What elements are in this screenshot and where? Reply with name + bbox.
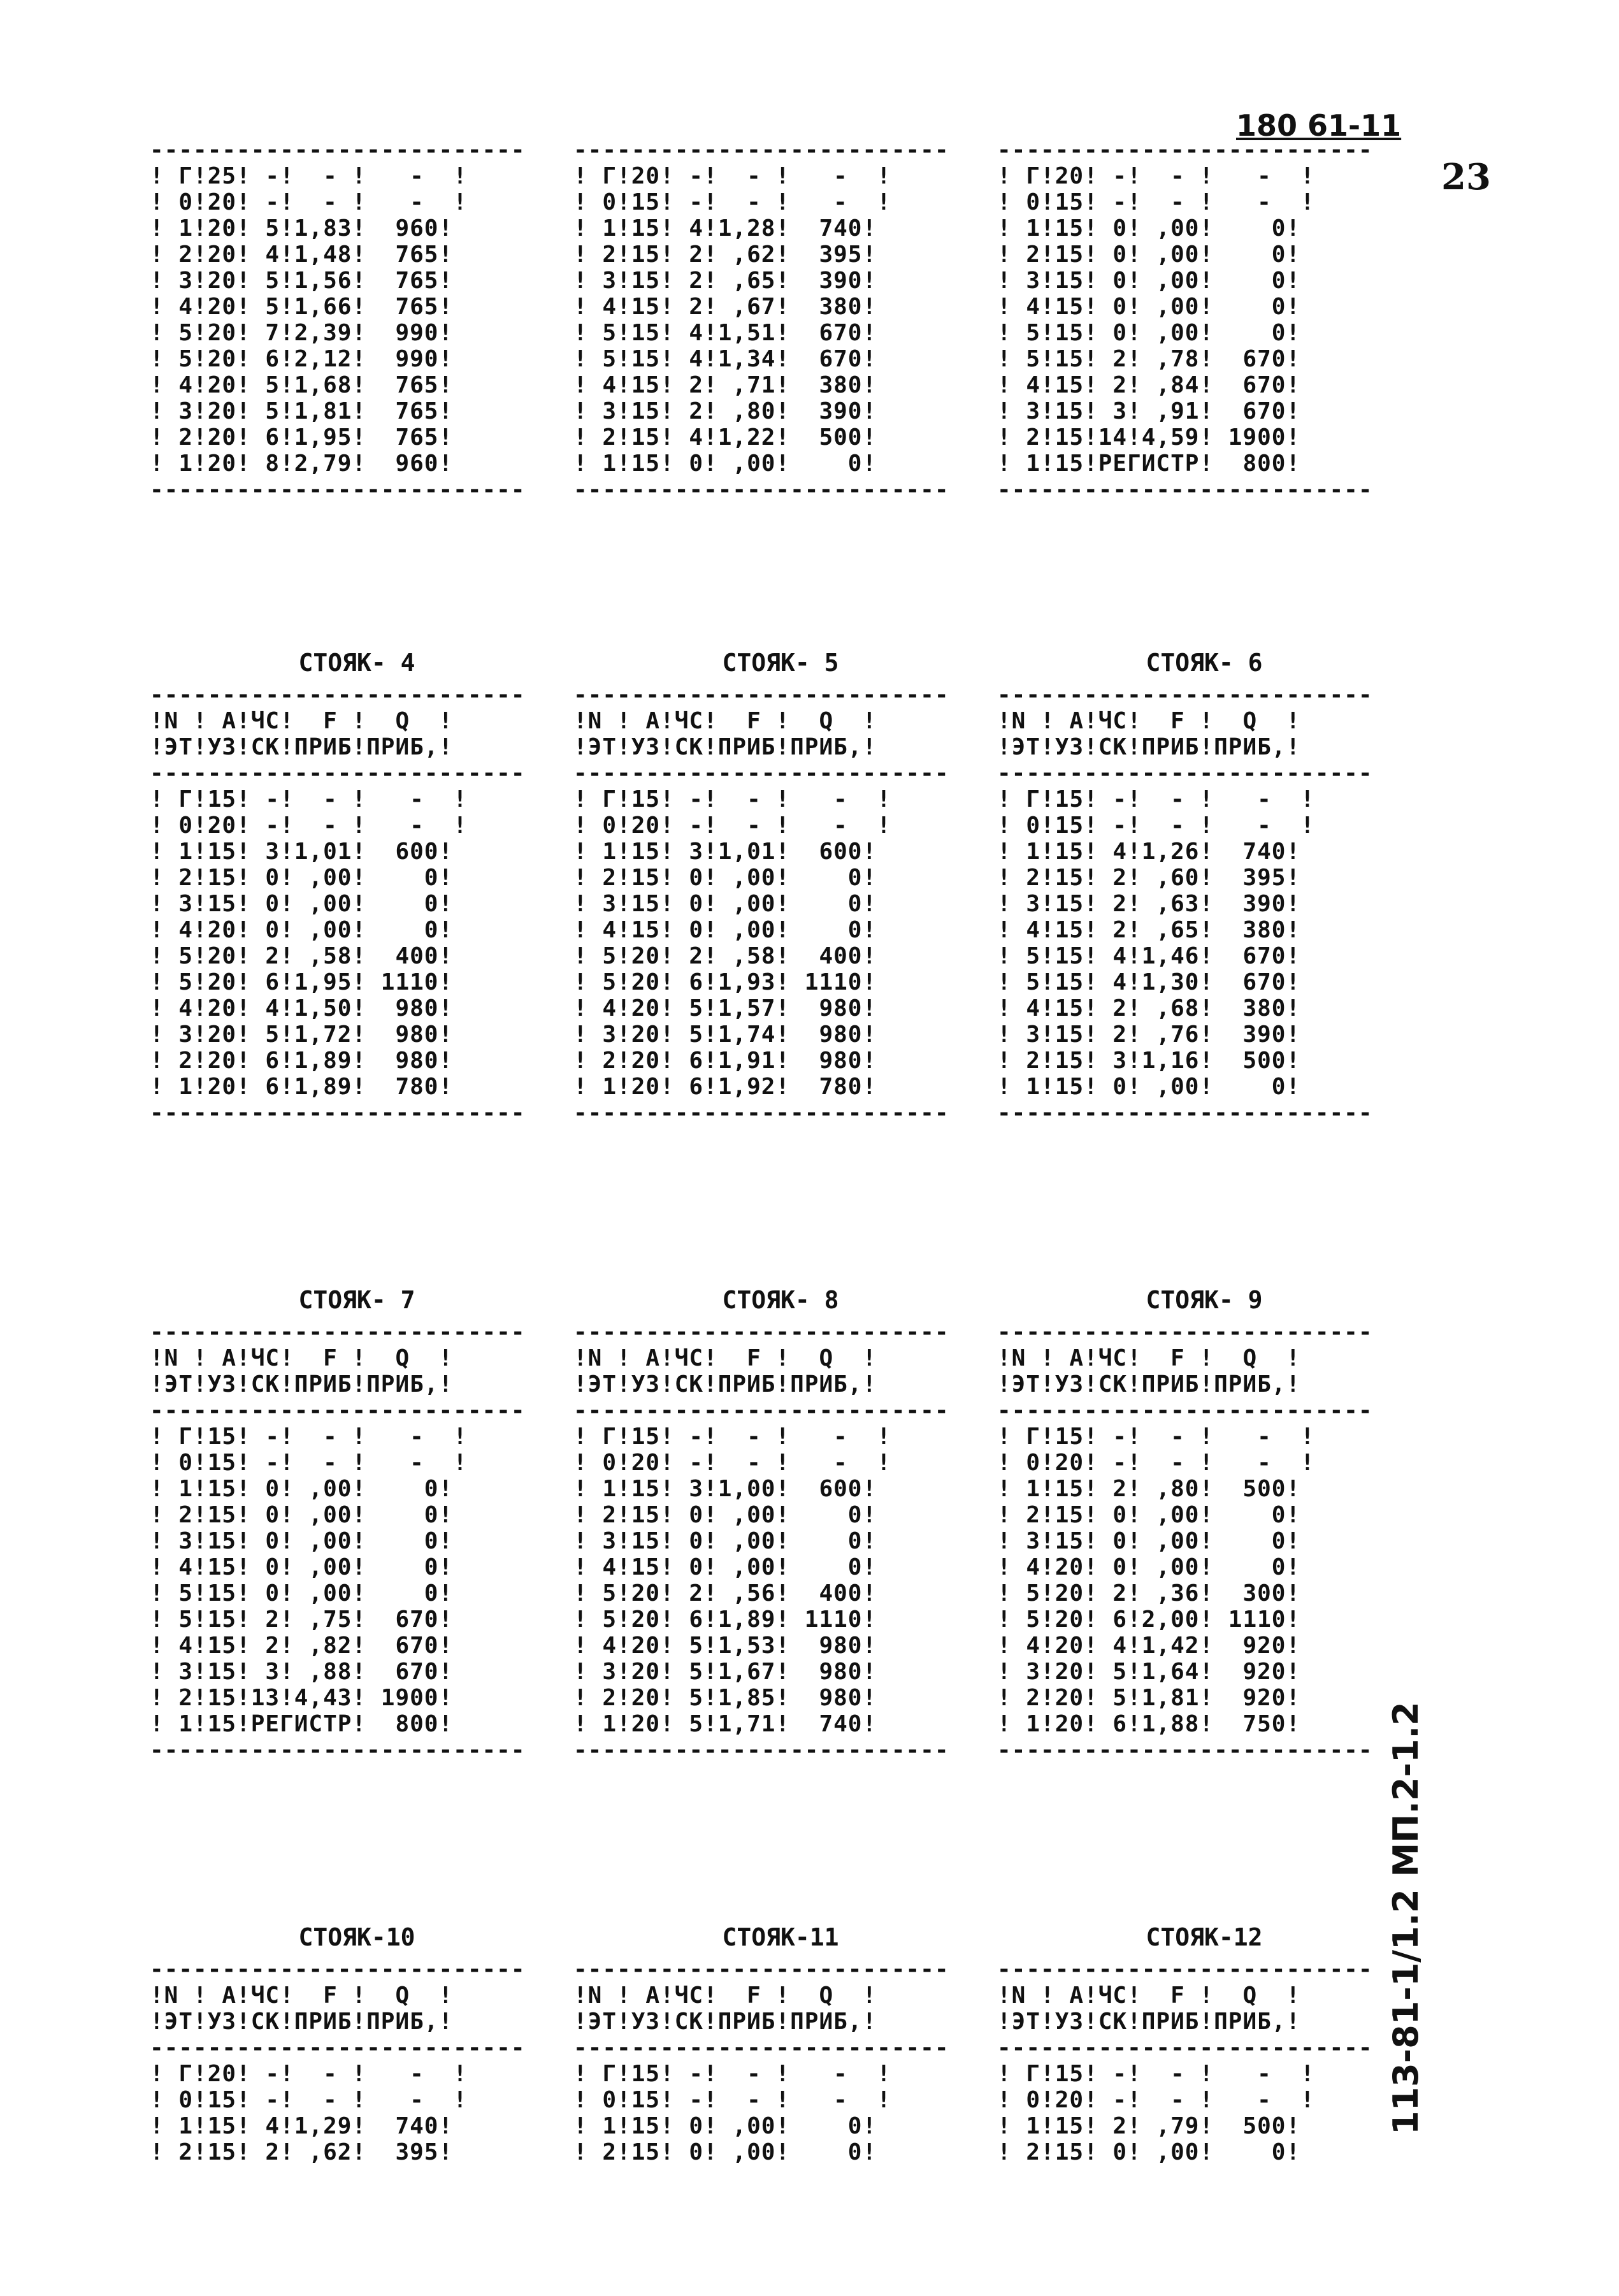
- table-rows: [150, 163, 564, 477]
- rule: --------------------------: [997, 1397, 1373, 1424]
- riser-title: СТОЯК- 6: [1146, 649, 1263, 677]
- rule: --------------------------: [150, 1100, 526, 1126]
- table-row: ! 4!20! 0! ,00! 0!: [997, 1554, 1301, 1580]
- table-rows: [997, 163, 1411, 477]
- rule: --------------------------: [150, 477, 526, 503]
- column-header-1: !N ! А!ЧС! F ! Q !: [150, 1345, 454, 1371]
- table-row: ! 4!20! 0! ,00! 0!: [150, 917, 454, 943]
- table-row: ! 2!15! 2! ,60! 395!: [997, 865, 1301, 891]
- rule: --------------------------: [573, 1100, 949, 1126]
- table-row: ! 4!20! 5!1,53! 980!: [573, 1633, 877, 1659]
- column-header-2: !ЭТ!УЗ!СК!ПРИБ!ПРИБ,!: [573, 2009, 877, 2035]
- table-row: ! 2!15! 2! ,62! 395!: [573, 242, 877, 268]
- column-header-1: !N ! А!ЧС! F ! Q !: [573, 1345, 877, 1371]
- table-row: ! 3!15! 0! ,00! 0!: [997, 1528, 1301, 1554]
- table-row: ! 5!15! 4!1,30! 670!: [997, 969, 1301, 995]
- column-header-2: !ЭТ!УЗ!СК!ПРИБ!ПРИБ,!: [997, 734, 1301, 760]
- rule: --------------------------: [150, 760, 526, 786]
- table-row: ! 0!15! -! - ! - !: [150, 2087, 468, 2113]
- table-row: ! 2!15! 2! ,62! 395!: [150, 2139, 454, 2165]
- table-row: ! 4!15! 2! ,84! 670!: [997, 372, 1301, 398]
- table-row: ! 1!15! 3!1,00! 600!: [573, 1476, 877, 1502]
- table-row: ! 1!15! 0! ,00! 0!: [150, 1476, 454, 1502]
- table-row: ! 5!20! 2! ,56! 400!: [573, 1580, 877, 1606]
- table-row: ! 5!15! 4!1,46! 670!: [997, 943, 1301, 969]
- column-header-2: !ЭТ!УЗ!СК!ПРИБ!ПРИБ,!: [997, 1371, 1301, 1397]
- table-row: ! 0!15! -! - ! - !: [997, 812, 1315, 839]
- rule: --------------------------: [573, 760, 949, 786]
- rule: --------------------------: [997, 1319, 1373, 1345]
- table-row: ! 1!20! 6!1,92! 780!: [573, 1074, 877, 1100]
- table-row: ! 3!15! 0! ,00! 0!: [573, 1528, 877, 1554]
- table-row: ! 1!15!РЕГИСТР! 800!: [150, 1711, 454, 1737]
- rule: --------------------------: [997, 1100, 1373, 1126]
- rule: --------------------------: [997, 477, 1373, 503]
- table-row: ! 1!15! 0! ,00! 0!: [573, 2113, 877, 2139]
- column-header-2: !ЭТ!УЗ!СК!ПРИБ!ПРИБ,!: [150, 2009, 454, 2035]
- table-row: ! 2!15! 0! ,00! 0!: [573, 2139, 877, 2165]
- table-row: ! 2!15! 0! ,00! 0!: [150, 1502, 454, 1528]
- side-document-code: 113-81-1/1.2 МП.2-1.2: [1386, 1701, 1426, 2135]
- rule: --------------------------: [997, 1737, 1373, 1763]
- column-header-2: !ЭТ!УЗ!СК!ПРИБ!ПРИБ,!: [150, 734, 454, 760]
- table-row: ! 4!15! 0! ,00! 0!: [997, 294, 1301, 320]
- table-row: ! 5!15! 4!1,51! 670!: [573, 320, 877, 346]
- table-row: ! 5!15! 0! ,00! 0!: [150, 1580, 454, 1606]
- table-row: ! 1!15! 3!1,01! 600!: [573, 839, 877, 865]
- riser-title: СТОЯК- 8: [722, 1286, 839, 1314]
- table-row: ! 4!15! 0! ,00! 0!: [573, 1554, 877, 1580]
- table-row: ! 2!20! 5!1,81! 920!: [997, 1685, 1301, 1711]
- table-rows: [150, 786, 564, 1100]
- table-row: ! 5!20! 2! ,58! 400!: [150, 943, 454, 969]
- table-row: ! 2!15! 0! ,00! 0!: [997, 2139, 1301, 2165]
- table-row: ! 1!15!РЕГИСТР! 800!: [997, 451, 1301, 477]
- table-row: ! Г!15! -! - ! - !: [997, 1424, 1315, 1450]
- table-row: ! 1!15! 0! ,00! 0!: [997, 215, 1301, 242]
- table-row: ! 4!15! 2! ,65! 380!: [997, 917, 1301, 943]
- table-row: ! 0!20! -! - ! - !: [150, 189, 468, 215]
- riser-title: СТОЯК-11: [722, 1923, 839, 1951]
- riser-title: СТОЯК- 5: [722, 649, 839, 677]
- table-row: ! 1!20! 6!1,89! 780!: [150, 1074, 454, 1100]
- riser-table-s2: [573, 137, 988, 503]
- table-row: ! Г!15! -! - ! - !: [150, 1424, 468, 1450]
- table-row: ! 0!15! -! - ! - !: [150, 1450, 468, 1476]
- table-row: ! 4!20! 5!1,68! 765!: [150, 372, 454, 398]
- table-row: ! 2!20! 6!1,89! 980!: [150, 1048, 454, 1074]
- table-row: ! Г!15! -! - ! - !: [997, 786, 1315, 812]
- table-row: ! 5!20! 6!2,00! 1110!: [997, 1606, 1301, 1633]
- page-number: 23: [1441, 156, 1491, 198]
- table-row: ! 4!15! 2! ,68! 380!: [997, 995, 1301, 1022]
- table-row: ! Г!25! -! - ! - !: [150, 163, 468, 189]
- riser-title: СТОЯК-12: [1146, 1923, 1263, 1951]
- table-row: ! 2!15!13!4,43! 1900!: [150, 1685, 454, 1711]
- rule: --------------------------: [573, 1956, 949, 1982]
- table-row: ! 5!15! 2! ,75! 670!: [150, 1606, 454, 1633]
- table-row: ! 3!15! 2! ,65! 390!: [573, 268, 877, 294]
- table-rows: [150, 2061, 564, 2165]
- table-row: ! 3!15! 2! ,80! 390!: [573, 398, 877, 424]
- rule: --------------------------: [997, 682, 1373, 708]
- table-row: ! 3!20! 5!1,81! 765!: [150, 398, 454, 424]
- table-row: ! 1!20! 8!2,79! 960!: [150, 451, 454, 477]
- table-row: ! 5!20! 6!1,93! 1110!: [573, 969, 877, 995]
- riser-table-4: [150, 644, 564, 1126]
- riser-table-7: [150, 1281, 564, 1763]
- table-row: ! 5!20! 2! ,36! 300!: [997, 1580, 1301, 1606]
- riser-table-10: [150, 1918, 564, 2165]
- table-row: ! 4!20! 4!1,50! 980!: [150, 995, 454, 1022]
- table-row: ! Г!15! -! - ! - !: [997, 2061, 1315, 2087]
- column-header-1: !N ! А!ЧС! F ! Q !: [573, 1982, 877, 2009]
- table-row: ! 5!15! 0! ,00! 0!: [997, 320, 1301, 346]
- column-header-1: !N ! А!ЧС! F ! Q !: [997, 1982, 1301, 2009]
- table-row: ! 1!15! 2! ,80! 500!: [997, 1476, 1301, 1502]
- table-row: ! 2!20! 6!1,91! 980!: [573, 1048, 877, 1074]
- rule: --------------------------: [997, 760, 1373, 786]
- riser-table-s1: [150, 137, 564, 503]
- column-header-2: !ЭТ!УЗ!СК!ПРИБ!ПРИБ,!: [150, 1371, 454, 1397]
- table-rows: [573, 163, 988, 477]
- rule: --------------------------: [150, 2035, 526, 2061]
- table-row: ! 1!20! 6!1,88! 750!: [997, 1711, 1301, 1737]
- table-row: ! 3!20! 5!1,74! 980!: [573, 1022, 877, 1048]
- table-row: ! 0!20! -! - ! - !: [573, 1450, 891, 1476]
- rule: --------------------------: [150, 682, 526, 708]
- table-row: ! 2!15! 0! ,00! 0!: [573, 865, 877, 891]
- table-row: ! 3!15! 3! ,91! 670!: [997, 398, 1301, 424]
- table-row: ! 0!15! -! - ! - !: [573, 189, 891, 215]
- riser-table-5: [573, 644, 988, 1126]
- table-row: ! 2!20! 6!1,95! 765!: [150, 424, 454, 451]
- table-row: ! 3!15! 0! ,00! 0!: [150, 1528, 454, 1554]
- table-row: ! 1!15! 4!1,26! 740!: [997, 839, 1301, 865]
- riser-title: СТОЯК- 7: [298, 1286, 415, 1314]
- column-header-2: !ЭТ!УЗ!СК!ПРИБ!ПРИБ,!: [573, 1371, 877, 1397]
- table-row: ! Г!20! -! - ! - !: [997, 163, 1315, 189]
- table-rows: [573, 2061, 988, 2165]
- document-code: 180 61-11: [1236, 108, 1402, 143]
- table-row: ! 2!15! 4!1,22! 500!: [573, 424, 877, 451]
- table-row: ! 0!20! -! - ! - !: [150, 812, 468, 839]
- table-row: ! 4!15! 0! ,00! 0!: [150, 1554, 454, 1580]
- table-row: ! 2!15!14!4,59! 1900!: [997, 424, 1301, 451]
- column-header-2: !ЭТ!УЗ!СК!ПРИБ!ПРИБ,!: [997, 2009, 1301, 2035]
- rule: --------------------------: [997, 137, 1373, 163]
- column-header-1: !N ! А!ЧС! F ! Q !: [150, 708, 454, 734]
- rule: --------------------------: [573, 477, 949, 503]
- table-row: ! 4!15! 2! ,71! 380!: [573, 372, 877, 398]
- table-row: ! 0!20! -! - ! - !: [997, 1450, 1315, 1476]
- rule: --------------------------: [573, 1397, 949, 1424]
- table-row: ! 3!15! 0! ,00! 0!: [150, 891, 454, 917]
- table-row: ! 3!15! 2! ,63! 390!: [997, 891, 1301, 917]
- table-row: ! 0!15! -! - ! - !: [997, 189, 1315, 215]
- table-row: ! 3!15! 0! ,00! 0!: [997, 268, 1301, 294]
- table-row: ! 1!15! 4!1,29! 740!: [150, 2113, 454, 2139]
- table-row: ! Г!15! -! - ! - !: [573, 2061, 891, 2087]
- table-row: ! 0!20! -! - ! - !: [573, 812, 891, 839]
- table-row: ! 3!15! 0! ,00! 0!: [573, 891, 877, 917]
- column-header-1: !N ! А!ЧС! F ! Q !: [150, 1982, 454, 2009]
- riser-table-6: [997, 644, 1411, 1126]
- table-row: ! 0!15! -! - ! - !: [573, 2087, 891, 2113]
- table-row: ! 5!20! 7!2,39! 990!: [150, 320, 454, 346]
- table-row: ! 0!20! -! - ! - !: [997, 2087, 1315, 2113]
- table-row: ! 4!15! 0! ,00! 0!: [573, 917, 877, 943]
- rule: --------------------------: [573, 1319, 949, 1345]
- table-row: ! Г!15! -! - ! - !: [150, 786, 468, 812]
- table-rows: [150, 1424, 564, 1737]
- table-row: ! 1!20! 5!1,83! 960!: [150, 215, 454, 242]
- rule: --------------------------: [997, 1956, 1373, 1982]
- table-row: ! 5!20! 6!1,89! 1110!: [573, 1606, 877, 1633]
- column-header-1: !N ! А!ЧС! F ! Q !: [997, 708, 1301, 734]
- table-row: ! 5!20! 6!2,12! 990!: [150, 346, 454, 372]
- table-row: ! 3!20! 5!1,56! 765!: [150, 268, 454, 294]
- riser-table-11: [573, 1918, 988, 2165]
- rule: --------------------------: [573, 137, 949, 163]
- table-row: ! 1!15! 4!1,28! 740!: [573, 215, 877, 242]
- riser-table-s3: [997, 137, 1411, 503]
- table-row: ! 3!15! 3! ,88! 670!: [150, 1659, 454, 1685]
- table-row: ! Г!15! -! - ! - !: [573, 1424, 891, 1450]
- table-row: ! 4!20! 5!1,57! 980!: [573, 995, 877, 1022]
- table-row: ! 5!15! 2! ,78! 670!: [997, 346, 1301, 372]
- table-row: ! 4!15! 2! ,82! 670!: [150, 1633, 454, 1659]
- table-row: ! 2!20! 5!1,85! 980!: [573, 1685, 877, 1711]
- table-row: ! Г!20! -! - ! - !: [150, 2061, 468, 2087]
- riser-title: СТОЯК- 9: [1146, 1286, 1263, 1314]
- riser-table-8: [573, 1281, 988, 1763]
- rule: --------------------------: [150, 137, 526, 163]
- table-row: ! 1!20! 5!1,71! 740!: [573, 1711, 877, 1737]
- rule: --------------------------: [150, 1956, 526, 1982]
- riser-table-9: [997, 1281, 1411, 1763]
- table-rows: [573, 1424, 988, 1737]
- table-row: ! 2!20! 4!1,48! 765!: [150, 242, 454, 268]
- column-header-1: !N ! А!ЧС! F ! Q !: [997, 1345, 1301, 1371]
- table-row: ! 4!15! 2! ,67! 380!: [573, 294, 877, 320]
- table-row: ! 5!20! 6!1,95! 1110!: [150, 969, 454, 995]
- riser-title: СТОЯК- 4: [298, 649, 415, 677]
- table-row: ! 5!15! 4!1,34! 670!: [573, 346, 877, 372]
- table-row: ! 1!15! 0! ,00! 0!: [573, 451, 877, 477]
- table-row: ! 3!15! 2! ,76! 390!: [997, 1022, 1301, 1048]
- table-rows: [997, 2061, 1411, 2165]
- table-row: ! 3!20! 5!1,64! 920!: [997, 1659, 1301, 1685]
- table-row: ! 5!20! 2! ,58! 400!: [573, 943, 877, 969]
- rule: --------------------------: [573, 2035, 949, 2061]
- riser-table-12: [997, 1918, 1411, 2165]
- table-row: ! 4!20! 4!1,42! 920!: [997, 1633, 1301, 1659]
- table-row: ! 1!15! 3!1,01! 600!: [150, 839, 454, 865]
- table-rows: [997, 1424, 1411, 1737]
- table-row: ! 3!20! 5!1,72! 980!: [150, 1022, 454, 1048]
- rule: --------------------------: [997, 2035, 1373, 2061]
- table-row: ! 3!20! 5!1,67! 980!: [573, 1659, 877, 1685]
- table-row: ! 2!15! 3!1,16! 500!: [997, 1048, 1301, 1074]
- rule: --------------------------: [150, 1397, 526, 1424]
- table-row: ! 4!20! 5!1,66! 765!: [150, 294, 454, 320]
- riser-title: СТОЯК-10: [298, 1923, 415, 1951]
- table-row: ! Г!15! -! - ! - !: [573, 786, 891, 812]
- column-header-2: !ЭТ!УЗ!СК!ПРИБ!ПРИБ,!: [573, 734, 877, 760]
- table-rows: [997, 786, 1411, 1100]
- table-row: ! 2!15! 0! ,00! 0!: [997, 242, 1301, 268]
- rule: --------------------------: [573, 682, 949, 708]
- table-row: ! 1!15! 2! ,79! 500!: [997, 2113, 1301, 2139]
- rule: --------------------------: [573, 1737, 949, 1763]
- table-row: ! 2!15! 0! ,00! 0!: [150, 865, 454, 891]
- table-row: ! 2!15! 0! ,00! 0!: [573, 1502, 877, 1528]
- table-row: ! 1!15! 0! ,00! 0!: [997, 1074, 1301, 1100]
- rule: --------------------------: [150, 1319, 526, 1345]
- table-row: ! Г!20! -! - ! - !: [573, 163, 891, 189]
- column-header-1: !N ! А!ЧС! F ! Q !: [573, 708, 877, 734]
- table-rows: [573, 786, 988, 1100]
- rule: --------------------------: [150, 1737, 526, 1763]
- table-row: ! 2!15! 0! ,00! 0!: [997, 1502, 1301, 1528]
